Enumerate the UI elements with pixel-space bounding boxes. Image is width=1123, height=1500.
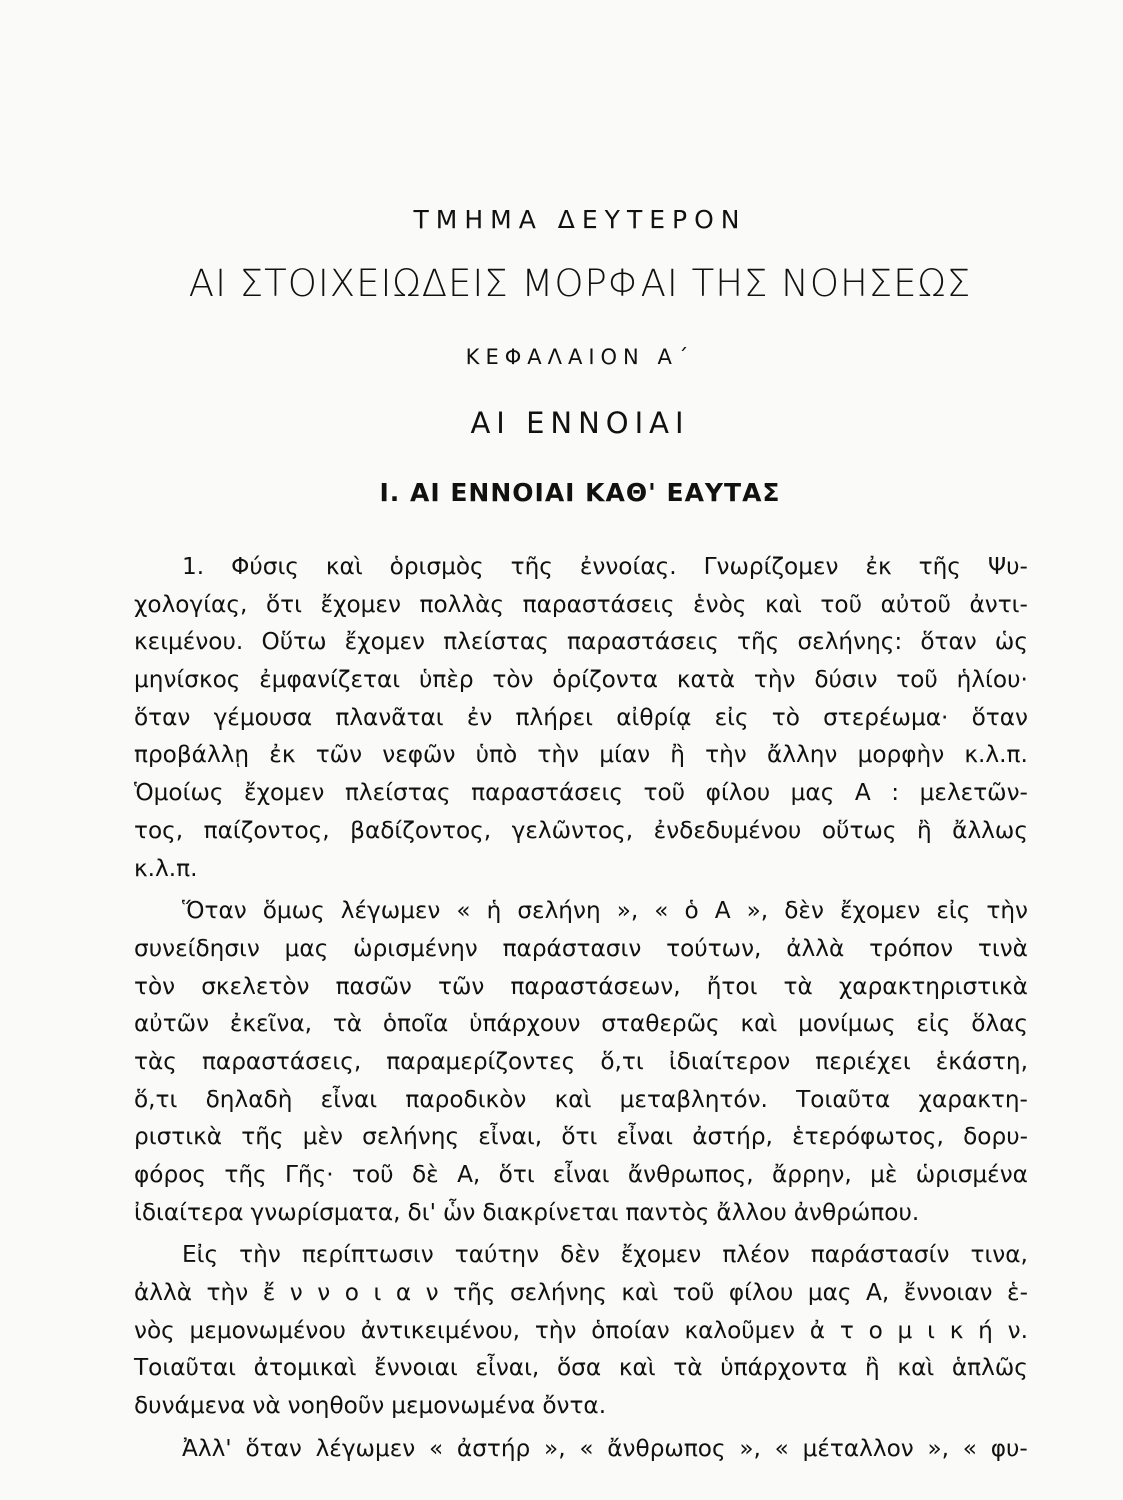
word: Τοιαῦται — [134, 1354, 236, 1382]
word: τὴν — [705, 741, 747, 769]
word: « — [456, 897, 471, 925]
word: καὶ — [554, 1085, 592, 1113]
word: σκελετὸν — [201, 972, 310, 1000]
word: ἢ — [670, 741, 685, 769]
word: ἤτοι — [706, 972, 758, 1000]
word: λέγωμεν — [340, 897, 441, 925]
text-line — [134, 548, 1028, 586]
word: Α, — [457, 1161, 481, 1188]
word: ὁρισμὸς — [389, 553, 484, 580]
word: τος, — [134, 816, 184, 844]
word: τὸν — [492, 666, 534, 694]
body-text — [134, 548, 1028, 1468]
word: ν — [289, 1279, 303, 1307]
text-line — [134, 1043, 1028, 1081]
word: στερέωμα· — [823, 703, 949, 731]
word: μεμονωμένου — [189, 1316, 346, 1344]
text-line — [134, 812, 1028, 850]
text-line — [134, 1118, 1028, 1156]
word: μ — [897, 1316, 913, 1344]
word: μὲ — [870, 1161, 898, 1188]
word: ὡρισμένα — [915, 1161, 1028, 1188]
word: πλείστας — [344, 779, 451, 807]
word: εἰς — [714, 703, 749, 731]
word: « — [428, 1434, 444, 1462]
word: ὅτι — [561, 1123, 598, 1151]
word: οὕτως — [821, 816, 897, 844]
word: καὶ — [740, 1010, 778, 1038]
word: σελήνης — [362, 1123, 460, 1151]
word: ὅταν — [134, 703, 191, 731]
word: παραστάσεις — [471, 779, 623, 807]
word: ι — [373, 1279, 382, 1307]
word: ἔχομεν — [620, 1241, 702, 1269]
word: κ — [949, 1316, 964, 1344]
word: ἄνθρωπος, — [627, 1161, 754, 1188]
word: τῆς — [737, 628, 780, 656]
word: εἰς — [916, 1010, 951, 1038]
word: ἀνθρώπου. — [793, 1198, 920, 1226]
word: τοῦ — [643, 779, 686, 807]
word: τινα, — [970, 1241, 1028, 1269]
word: διακρίνεται — [482, 1198, 619, 1226]
word: ἄνθρωπος — [607, 1434, 726, 1462]
word: δὲν — [784, 897, 824, 925]
word: Α — [854, 779, 871, 807]
word: περίπτωσιν — [301, 1241, 434, 1269]
word: τὴν — [537, 741, 579, 769]
word: καλοῦμεν — [684, 1316, 795, 1344]
word: « — [774, 1434, 789, 1462]
word: ἑτερόφωτος, — [792, 1123, 944, 1151]
word: ὅτι — [265, 590, 302, 618]
word: ἄλλην — [766, 741, 838, 769]
word: σταθερῶς — [601, 1010, 720, 1038]
word: ὑπάρχουν — [469, 1010, 581, 1038]
word: συνείδησιν — [134, 934, 260, 962]
word: ἔννοιαι — [374, 1354, 458, 1382]
word: τὰ — [783, 972, 813, 1000]
word: Οὕτω — [261, 628, 327, 656]
word: ν — [425, 1279, 439, 1307]
text-line — [134, 930, 1028, 968]
word: κ.λ.π. — [964, 741, 1028, 769]
word: τοῦ — [896, 666, 938, 694]
text-line — [134, 623, 1028, 661]
word: « — [654, 897, 669, 925]
word: μέταλλον — [802, 1434, 914, 1462]
word: παράστασιν — [502, 934, 642, 962]
word: περιέχει — [815, 1047, 911, 1075]
word: μεμονωμένα — [391, 1392, 536, 1420]
word: τὸν — [134, 972, 176, 1000]
word: πλείστας — [443, 628, 549, 656]
word: παραστάσεις, — [201, 1047, 362, 1075]
word: φίλου — [705, 779, 771, 807]
word: καὶ — [618, 1354, 656, 1382]
text-line — [134, 1005, 1028, 1043]
text-line — [134, 1387, 1028, 1425]
word: ὧν — [442, 1198, 476, 1226]
word: τ — [839, 1316, 854, 1344]
word: ὅταν — [920, 628, 977, 656]
text-line — [134, 1312, 1028, 1350]
word: εἶναι — [616, 1123, 673, 1151]
word: πλέον — [722, 1241, 790, 1269]
word: μας — [807, 1279, 852, 1307]
word: παραστάσεων, — [510, 972, 681, 1000]
word: μας — [284, 934, 329, 962]
word: ὅσα — [556, 1354, 602, 1382]
word: Ψυ- — [987, 553, 1028, 580]
word: ἀλλὰ — [134, 1279, 193, 1307]
word: νὸς — [134, 1316, 175, 1344]
word: Ὅταν — [182, 897, 247, 925]
word: ἀντι- — [969, 590, 1028, 618]
word: τῆς — [241, 1123, 284, 1151]
word: », — [544, 1434, 566, 1462]
word: ἀλλὰ — [786, 934, 845, 962]
word: χαρακτηριστικὰ — [838, 972, 1028, 1000]
word: 1. — [182, 553, 205, 580]
word: ἄλλως — [952, 816, 1028, 844]
word: νοηθοῦν — [287, 1392, 385, 1420]
word: ἀστήρ — [456, 1434, 531, 1462]
word: λέγωμεν — [315, 1434, 416, 1462]
word: ἢ — [916, 816, 932, 844]
word: τρόπον — [869, 934, 954, 962]
word: ἔννοιαν — [903, 1279, 993, 1307]
word: δὲ — [411, 1161, 439, 1188]
word: μίαν — [599, 741, 651, 769]
word: ἀντικειμένου, — [360, 1316, 521, 1344]
word: ριστικὰ — [134, 1123, 223, 1151]
word: καὶ — [325, 553, 363, 580]
word: δύσιν — [814, 666, 878, 694]
word: ὑπὲρ — [418, 666, 474, 694]
word: δορυ- — [963, 1123, 1028, 1151]
word: πλήρει — [515, 703, 594, 731]
word: ὅταν — [245, 1434, 302, 1462]
word: αὐτοῦ — [880, 590, 951, 618]
word: ἔχομεν — [344, 628, 426, 656]
word: ι — [927, 1316, 935, 1344]
word: α — [395, 1279, 412, 1307]
word: ή — [978, 1316, 993, 1344]
word: ὑπὸ — [475, 741, 518, 769]
word: τῆς — [224, 1161, 267, 1188]
word: τὴν — [986, 897, 1028, 925]
word: ἑ- — [1007, 1279, 1028, 1307]
word: ἡλίου· — [956, 666, 1028, 694]
word: ν — [317, 1279, 331, 1307]
word: Τοιαῦτα — [796, 1085, 891, 1113]
word: εἶναι — [553, 1161, 610, 1188]
subsection-heading: Ι. ΑΙ ΕΝΝΟΙΑΙ ΚΑΘ' ΕΑΥΤΑΣ — [379, 478, 781, 507]
word: τὴν — [753, 666, 796, 694]
word: καὶ — [621, 1279, 659, 1307]
word: δὲν — [560, 1241, 600, 1269]
word: παροδικὸν — [405, 1085, 527, 1113]
word: « — [962, 1434, 977, 1462]
word: παράστασίν — [810, 1241, 950, 1269]
text-line — [134, 774, 1028, 812]
word: ἰδιαίτερα — [134, 1198, 244, 1226]
text-line — [134, 892, 1028, 930]
word: ὁρίζοντα — [552, 666, 659, 694]
word: χολογίας, — [134, 590, 248, 618]
word: ταύτην — [454, 1241, 540, 1269]
word: Α — [714, 897, 731, 925]
word: ο — [344, 1279, 359, 1307]
word: ἐμφανίζεται — [259, 666, 401, 694]
word: ἀτομικαὶ — [253, 1354, 357, 1382]
word: κειμένου. — [134, 628, 244, 656]
word: ὅμως — [262, 897, 325, 925]
word: ἀστήρ, — [692, 1123, 773, 1151]
word: πλανᾶται — [335, 703, 444, 731]
word: ὡρισμένην — [353, 934, 478, 962]
section-heading: ΤΜΗΜΑ ΔΕΥΤΕΡΟΝ — [413, 205, 747, 234]
word: ν. — [1007, 1316, 1028, 1344]
text-line — [134, 661, 1028, 699]
word: δυνάμενα — [134, 1392, 246, 1420]
word: », — [739, 1434, 761, 1462]
word: κ.λ.π. — [134, 854, 198, 882]
word: παίζοντος, — [203, 816, 330, 844]
word: Ὁμοίως — [134, 779, 224, 807]
word: μορφὴν — [857, 741, 945, 769]
word: », — [746, 897, 769, 925]
word: παραστάσεις — [566, 628, 719, 656]
word: τοῦ — [352, 1161, 394, 1188]
word: », — [927, 1434, 950, 1462]
word: τὰς — [134, 1047, 177, 1075]
text-line — [134, 1081, 1028, 1119]
word: τὰ — [332, 1010, 363, 1038]
word: εἶναι, — [478, 1123, 543, 1151]
word: τῶν — [315, 741, 363, 769]
word: « — [579, 1434, 594, 1462]
word: καὶ — [765, 590, 802, 618]
text-line — [134, 586, 1028, 624]
word: σελήνη — [517, 897, 601, 925]
word: ὄντα. — [542, 1392, 607, 1420]
word: ἔχομεν — [839, 897, 921, 925]
word: ἡ — [486, 897, 502, 925]
word: ἀ — [809, 1316, 826, 1344]
word: βαδίζοντος, — [350, 816, 492, 844]
word: ὁποῖα — [382, 1010, 449, 1038]
word: παραμερίζοντες — [386, 1047, 576, 1075]
word: εἶναι, — [475, 1354, 540, 1382]
word: ἔ — [262, 1279, 276, 1307]
word: γέμουσα — [213, 703, 313, 731]
section-title: ΑΙ ΣΤΟΙΧΕΙΩΔΕΙΣ ΜΟΡΦΑΙ ΤΗΣ ΝΟΗΣΕΩΣ — [188, 262, 972, 305]
text-line — [134, 1349, 1028, 1387]
word: μονίμως — [798, 1010, 896, 1038]
word: ἑνὸς — [693, 590, 747, 618]
word: τῆς — [510, 553, 553, 580]
word: Γνωρίζομεν — [703, 553, 839, 580]
word: τὴν — [239, 1241, 281, 1269]
word: τὴν — [534, 1316, 577, 1344]
word: φίλου — [728, 1279, 794, 1307]
word: Γῆς· — [285, 1161, 334, 1188]
word: ἄλλου — [716, 1198, 787, 1226]
word: : — [891, 779, 900, 807]
word: ὁποίαν — [591, 1316, 670, 1344]
word: μας — [790, 779, 835, 807]
word: ο — [868, 1316, 883, 1344]
word: τούτων, — [666, 934, 762, 962]
word: φόρος — [134, 1161, 206, 1188]
text-line — [134, 1194, 1028, 1232]
text-line — [134, 1274, 1028, 1312]
word: τοῦ — [672, 1279, 715, 1307]
word: μεταβλητόν. — [619, 1085, 768, 1113]
text-line — [134, 699, 1028, 737]
word: ἔχομεν — [320, 590, 401, 618]
text-line — [134, 1236, 1028, 1274]
word: χαρακτη- — [918, 1085, 1028, 1113]
word: ὅ,τι — [600, 1047, 644, 1075]
word: νεφῶν — [382, 741, 456, 769]
word: Φύσις — [231, 553, 299, 580]
word: ἐνδεδυμένου — [653, 816, 802, 844]
word: αἰθρίᾳ — [616, 703, 692, 731]
word: ἐννοίας. — [579, 553, 677, 580]
word: φυ- — [990, 1434, 1028, 1462]
word: ἰδιαίτερον — [668, 1047, 791, 1075]
text-line — [134, 850, 1028, 888]
word: ἄρρην, — [771, 1161, 852, 1188]
word: ἐν — [466, 703, 493, 731]
word: δηλαδὴ — [205, 1085, 293, 1113]
word: δι' — [407, 1198, 436, 1226]
word: ὅτι — [498, 1161, 535, 1188]
word: τῆς — [453, 1279, 496, 1307]
word: ὅλας — [971, 1010, 1028, 1038]
word: », — [616, 897, 639, 925]
word: τὴν — [206, 1279, 249, 1307]
word: ὁ — [684, 897, 699, 925]
word: Α, — [866, 1279, 890, 1307]
word: νὰ — [252, 1392, 281, 1420]
word: παντὸς — [625, 1198, 710, 1226]
word: γελῶντος, — [511, 816, 634, 844]
word: τὰ — [673, 1354, 703, 1382]
word: Ἀλλ' — [182, 1434, 232, 1462]
word: αὐτῶν — [134, 1010, 210, 1038]
word: τῆς — [918, 553, 961, 580]
word: ἢ — [865, 1354, 880, 1382]
word: τῶν — [438, 972, 485, 1000]
text-line — [134, 1430, 1028, 1468]
word: ὅταν — [971, 703, 1028, 731]
word: ἔχομεν — [244, 779, 325, 807]
text-line — [134, 1156, 1028, 1194]
word: μὲν — [302, 1123, 343, 1151]
word: μηνίσκος — [134, 666, 241, 694]
word: πασῶν — [335, 972, 412, 1000]
word: παραστάσεις — [522, 590, 675, 618]
word: ἑκάστη, — [935, 1047, 1028, 1075]
word: ὅ,τι — [134, 1085, 178, 1113]
word: ἐκ — [865, 553, 892, 580]
text-line — [134, 736, 1028, 774]
word: σελήνης: — [797, 628, 903, 656]
word: προβάλλῃ — [134, 741, 250, 769]
text-line — [134, 968, 1028, 1006]
word: πολλὰς — [419, 590, 505, 618]
word: κατὰ — [676, 666, 736, 694]
word: ὡς — [994, 628, 1028, 656]
chapter-title: ΑΙ ΕΝΝΟΙΑΙ — [470, 406, 690, 440]
chapter-heading: ΚΕΦΑΛΑΙΟΝ Α΄ — [465, 345, 695, 369]
word: μελετῶν- — [919, 779, 1028, 807]
word: τινὰ — [977, 934, 1028, 962]
word: ἐκεῖνα, — [229, 1010, 313, 1038]
word: τὸ — [771, 703, 800, 731]
word: εἶναι — [320, 1085, 378, 1113]
word: σελήνης — [509, 1279, 607, 1307]
word: τοῦ — [820, 590, 862, 618]
word: καὶ — [897, 1354, 935, 1382]
word: ὑπάρχοντα — [720, 1354, 848, 1382]
word: γνωρίσματα, — [250, 1198, 401, 1226]
word: ἐκ — [269, 741, 296, 769]
word: εἰς — [936, 897, 971, 925]
word: Εἰς — [182, 1241, 219, 1269]
word: ἁπλῶς — [951, 1354, 1028, 1382]
